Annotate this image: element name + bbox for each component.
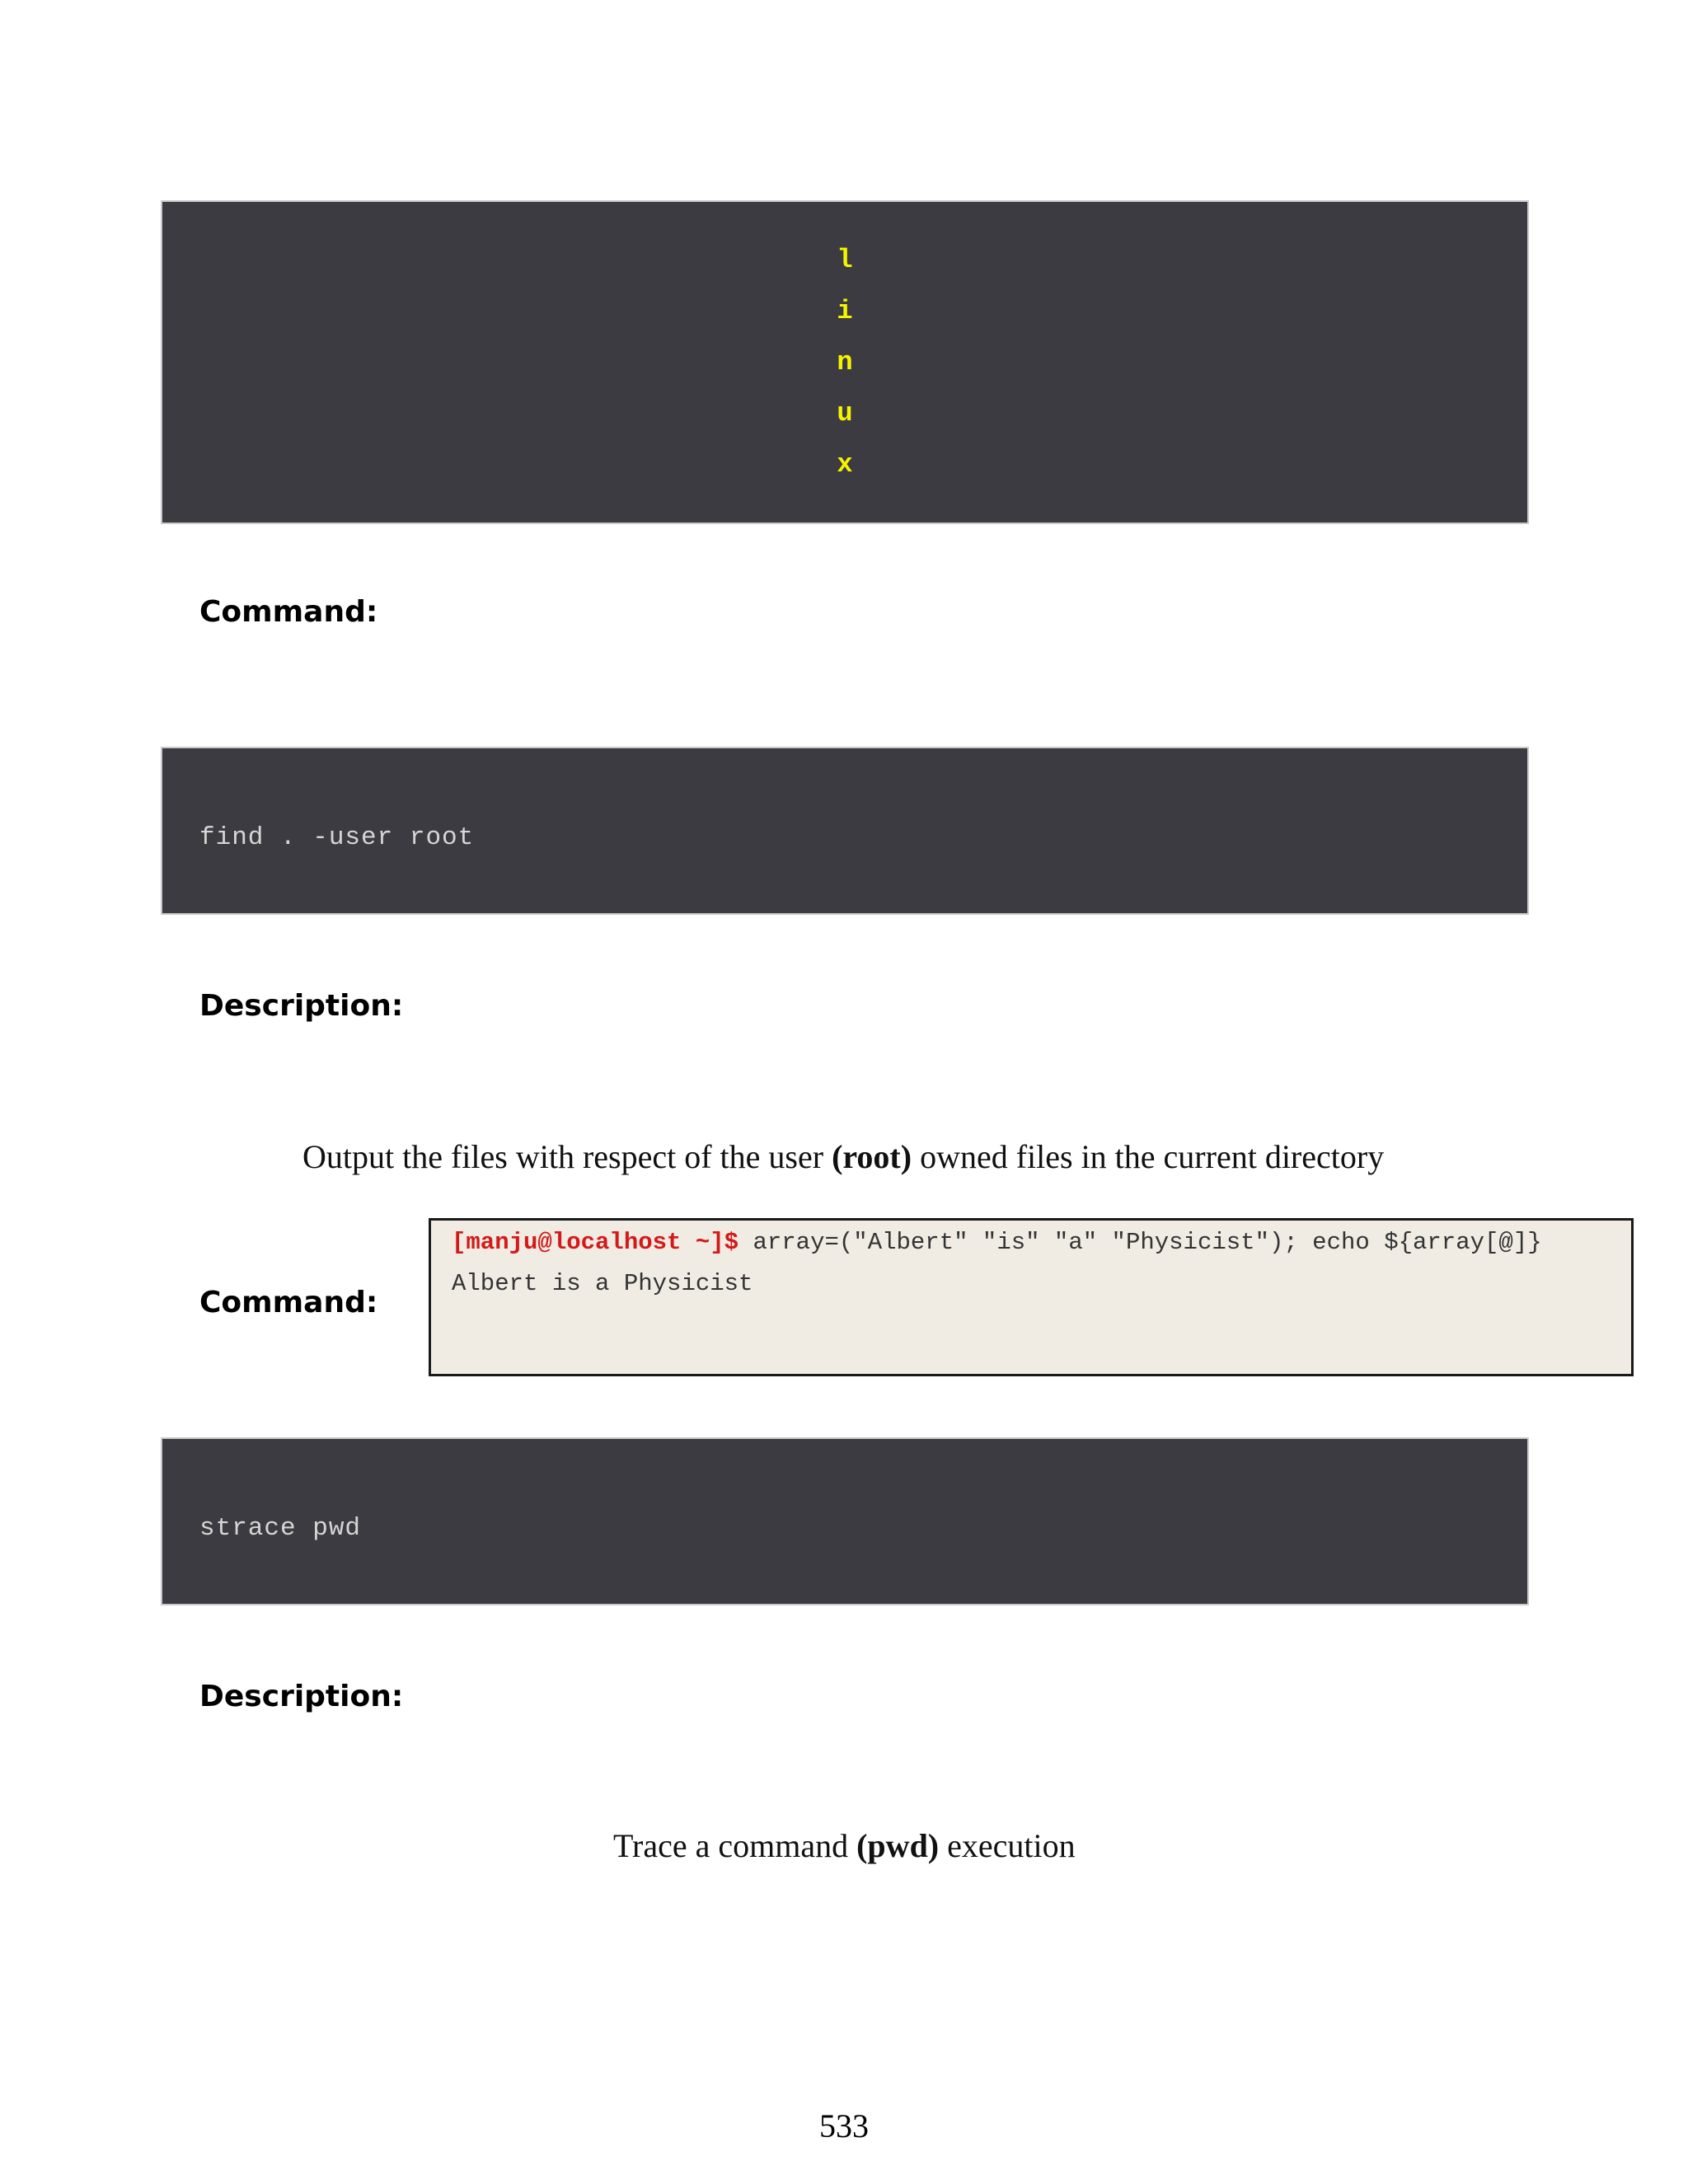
output-letter: u <box>837 398 853 429</box>
command-text: strace pwd <box>199 1513 362 1543</box>
command-text: find . -user root <box>199 823 475 852</box>
output-letter: n <box>837 347 853 377</box>
description-heading: Description: <box>199 1680 404 1713</box>
console-input: array=("Albert" "is" "a" "Physicist"); echo ${array[@]} <box>738 1229 1542 1256</box>
output-letter: l <box>837 245 853 275</box>
description-text-part: Output the files with respect of the user <box>302 1138 832 1175</box>
command-heading: Command: <box>199 595 378 629</box>
output-letter: i <box>837 296 853 326</box>
shell-prompt: [manju@localhost ~]$ <box>452 1229 739 1256</box>
terminal-output-block <box>161 200 1529 524</box>
console-output-line: Albert is a Physicist <box>452 1270 753 1297</box>
command-heading: Command: <box>199 1286 378 1319</box>
vertical-letters <box>162 235 1527 490</box>
description-text <box>613 1826 1076 1865</box>
description-bold-term: (pwd) <box>856 1827 940 1864</box>
description-bold-term: (root) <box>832 1138 912 1175</box>
output-letter: x <box>837 449 853 480</box>
console-input-line <box>452 1229 1542 1256</box>
description-text-part: execution <box>939 1827 1076 1864</box>
description-text <box>302 1137 1384 1176</box>
description-text-part: Trace a command <box>613 1827 857 1864</box>
description-heading: Description: <box>199 989 404 1023</box>
command-block <box>161 747 1529 915</box>
command-block <box>161 1437 1529 1605</box>
description-text-part: owned files in the current directory <box>912 1138 1385 1175</box>
console-example-box <box>429 1218 1634 1376</box>
page-number: 533 <box>819 2107 869 2144</box>
